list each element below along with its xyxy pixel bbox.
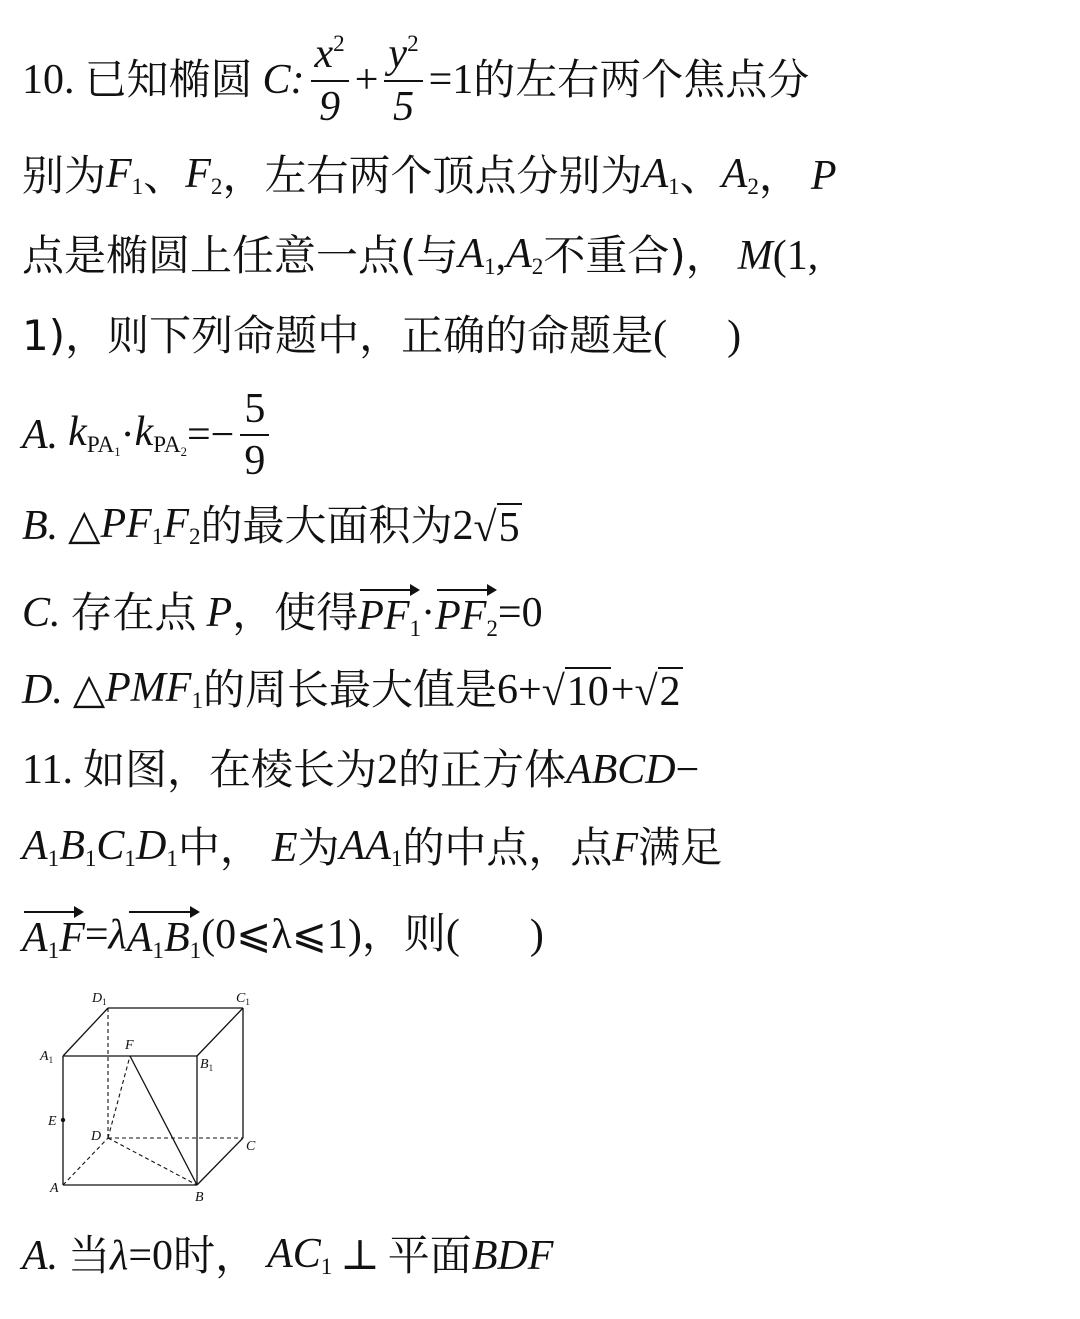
option-label: C. [22,590,61,636]
dot-operator: · [421,590,436,636]
vertex-a1: $A_1$ [642,151,680,200]
point-m: M [737,233,773,279]
text-vertices: ，左右两个顶点分别为 [222,151,643,200]
focus-f2: $F_2$ [185,151,223,200]
q10-line-4 [22,306,741,366]
text-then: 时， [173,1231,258,1280]
coefficient: 2 [452,503,474,549]
slope-pa2: $k_{PA_2}$ [134,409,187,459]
comma: ， [758,151,801,200]
point-e: E [271,825,298,871]
segment-fb [130,1056,197,1185]
lambda: λ [110,1233,129,1279]
plus-sign: + [518,667,542,713]
edge-b1c1 [197,1008,243,1056]
answer-paren-open: ( [445,912,460,958]
sqrt-10: √ 10 [541,669,609,715]
equals-zero: =0 [128,1233,174,1279]
separator: 、 [143,151,186,200]
q10-intro: 已知椭圆 [84,55,253,104]
label-a1: $A_1$ [40,1049,54,1065]
label-e: E [48,1114,57,1129]
lambda: λ [108,912,127,958]
text-such-that: ，使得 [232,588,359,637]
text-paren-with: (与 [400,231,459,280]
plane-bdf: BDF [471,1233,554,1279]
q11-option-a [22,1226,553,1286]
equals-sign: = [84,912,109,958]
text-satisfies: 满足 [638,823,723,872]
point-p: P [206,590,233,636]
q11-line-3 [22,900,544,970]
text-midpoint: 的中点，点 [402,823,613,872]
equals-minus: =− [186,412,235,458]
text-is: 为 [297,823,340,872]
label-d: D [91,1129,102,1144]
cube-base: ABCD [565,747,676,793]
edge-length: 2 [376,747,398,793]
dot-operator: · [120,412,135,458]
sqrt-2: √ 2 [634,669,681,715]
point-e-dot [61,1118,65,1122]
cube-top: $A_1B_1C_1D_1$ [22,823,178,872]
segment-df [108,1056,130,1138]
label-c: C [246,1139,256,1154]
text-when: 当 [68,1231,111,1280]
text-max-area: 的最大面积为 [200,501,453,550]
vertex-a2: $A_2$ [506,231,544,280]
text-exists: 存在点 [70,588,197,637]
q10-option-c [22,580,543,646]
answer-paren-open: ( [653,313,668,359]
option-label: B. [22,503,59,549]
ellipse-name: C: [262,57,305,103]
option-label: D. [22,667,63,713]
triangle-symbol: △ [72,667,106,713]
sqrt-5: √ 5 [473,505,520,551]
minus-sign: − [675,747,700,793]
vector-pf1: $PF_1$ [358,585,421,640]
fraction-x2-over-9: $\frac{x^2}{9}$ [311,32,349,127]
q10-line-1 [22,30,810,130]
equals-zero: =0 [497,590,543,636]
equals-one: =1 [428,57,474,103]
text-cube: 的正方体 [397,745,566,794]
triangle-pmf1: $PMF_1$ [105,665,203,714]
point-m-coord: (1, [772,233,819,279]
q10-line-2 [22,146,837,206]
option-label: A. [22,412,59,458]
edge-a1d1 [63,1008,108,1056]
plus-sign: + [354,57,379,103]
text-not-coincide: 不重合)， [543,231,728,280]
focus-f1: $F_1$ [106,151,144,200]
text-max-perimeter: 的周长最大值是 [203,665,498,714]
q11-line-2 [22,818,722,878]
text-arbitrary-point: 点是椭圆上任意一点 [22,231,401,280]
plus-sign: + [610,667,635,713]
answer-paren-close: ) [727,313,742,359]
label-b1: $B_1$ [200,1057,214,1073]
vector-pf2: $PF_2$ [435,585,498,640]
vector-a1f: $A_1F$ [22,907,85,962]
q10-option-d [22,660,683,720]
edge-bc [197,1138,243,1185]
vertex-a1: $A_1$ [458,231,496,280]
vector-a1b1: $A_1B_1$ [127,907,201,962]
triangle-pf1f2: $PF_1F_2$ [100,501,201,550]
q11-line-1 [22,740,699,800]
q10-line-3: 点是椭圆上任意一点 (与 $A_1$ , $A_2$ 不重合)， M (1, [22,231,819,280]
slope-pa1: $k_{PA_1}$ [68,409,121,459]
label-b: B [195,1190,204,1205]
point-p: P [810,153,837,199]
fraction-5-over-9: $\frac{5}{9}$ [240,388,269,482]
q10-question: 1)，则下列命题中，正确的命题是 [22,311,654,360]
q10-option-b [22,496,522,556]
q10-number: 10. [22,57,75,103]
edge-ad [63,1138,108,1185]
value-six: 6 [497,667,519,713]
cube-figure [30,980,290,1210]
perpendicular-symbol: ⊥ [340,1233,380,1279]
lambda-range: (0⩽λ⩽1)，则 [201,912,446,958]
point-f: F [612,825,639,871]
segment-db [108,1138,197,1185]
text-in: 中， [177,823,262,872]
vertex-a2: $A_2$ [721,151,759,200]
fraction-y2-over-5: $\frac{y^2}{5}$ [384,32,422,127]
option-label: A. [22,1233,59,1279]
q10-tail: 的左右两个焦点分 [473,55,810,104]
q11-intro: 如图，在棱长为 [82,745,377,794]
segment-ac1: $AC_1$ [267,1231,333,1280]
q11-number: 11. [22,747,73,793]
q10-option-a [22,386,275,484]
separator: 、 [679,151,722,200]
label-f: F [125,1038,134,1053]
segment-aa1: $AA_1$ [339,823,403,872]
label-c1: $C_1$ [236,991,250,1007]
triangle-symbol: △ [68,503,101,549]
answer-paren-close: ) [529,912,544,958]
text-plane: 平面 [387,1231,472,1280]
text-bie-wei: 别为 [22,151,107,200]
label-a: A [50,1181,59,1196]
label-d1: $D_1$ [92,991,107,1007]
